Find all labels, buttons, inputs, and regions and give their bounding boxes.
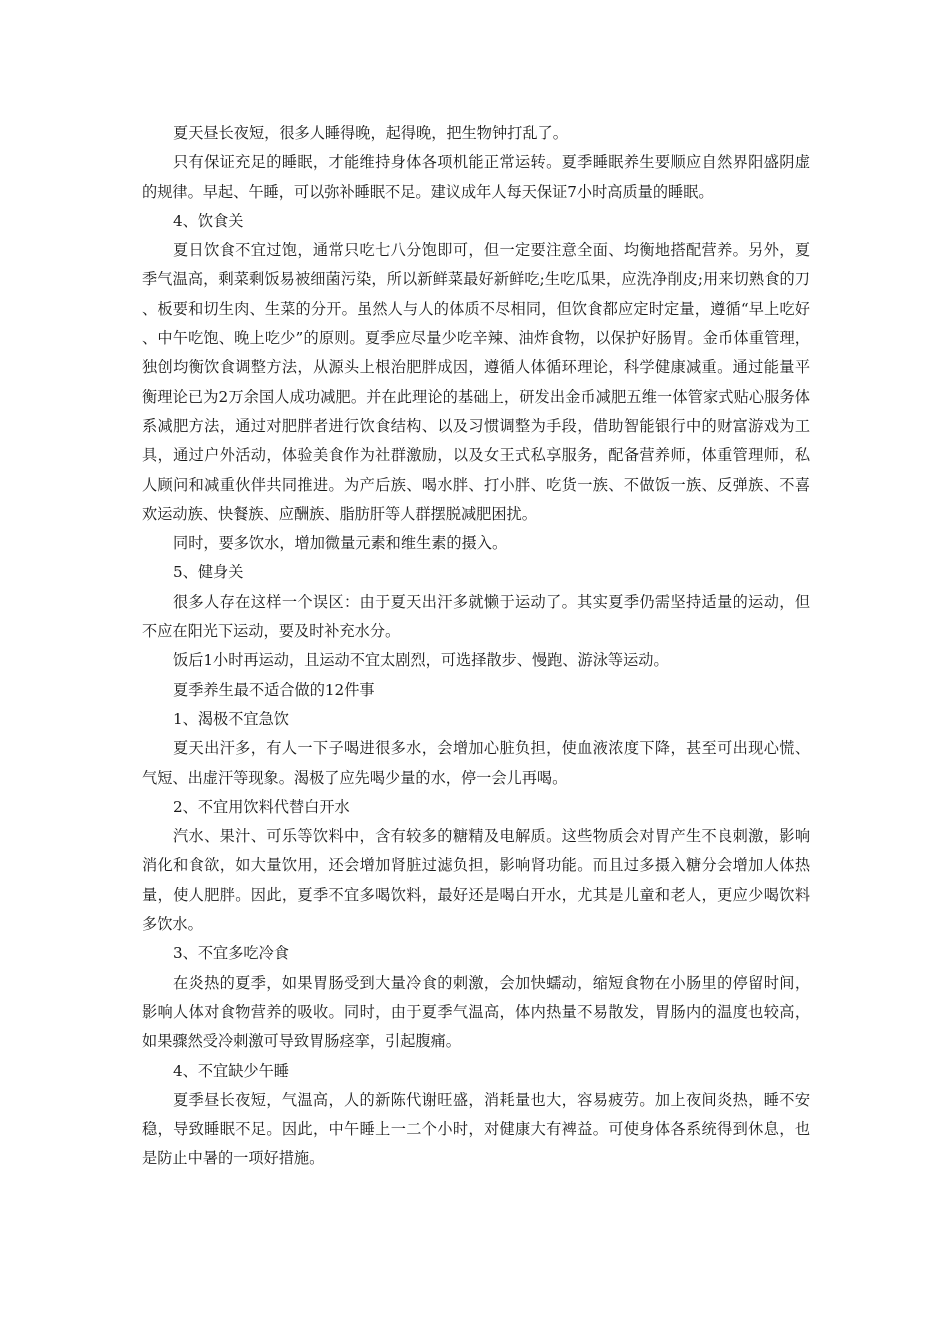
heading-thirst: 1、渴极不宜急饮 — [173, 709, 289, 728]
paragraph-drinks: 汽水、果汁、可乐等饮料中，含有较多的糖精及电解质。这些物质会对胃产生不良刺激，影响消化和食欲，如大量饮用，还会增加肾脏过滤负担，影响肾功能。而且过多摄入糖分会增加人体热量，使人肥胖。因此，夏季不宜多喝饮料，最好还是喝白开水，尤其是儿童和老人，更应少喝饮料多饮水。 — [142, 827, 810, 934]
paragraph-diet: 夏日饮食不宜过饱，通常只吃七八分饱即可，但一定要注意全面、均衡地搭配营养。另外，夏季气温高，剩菜剩饭易被细菌污染，所以新鲜菜最好新鲜吃;生吃瓜果，应洗净削皮;用来切熟食的刀、板要和切生肉、生菜的分开。虽然人与人的体质不尽相同，但饮食都应定时定量，遵循“早上吃好、中午吃饱、晚上吃少”的原则。夏季应尽量少吃辛辣、油炸食物，以保护好肠胃。金币体重管理，独创均衡饮食调整方法，从源头上根治肥胖成因，遵循人体循环理论，科学健康减重。通过能量平衡理论已为2万余国人成功减肥。并在此理论的基础上，研发出金币减肥五维一体管家式贴心服务体系减肥方法，通过对肥胖者进行饮食结构、以及习惯调整为手段，借助智能银行中的财富游戏为工具，通过户外活动，体验美食作为社群激励，以及女王式私享服务，配备营养师，体重管理师，私人顾问和减重伙伴共同推进。为产后族、喝水胖、打小胖、吃货一族、不做饭一族、反弹族、不喜欢运动族、快餐族、应酬族、脂肪肝等人群摆脱减肥困扰。 — [142, 241, 810, 523]
heading-fitness: 5、健身关 — [173, 563, 244, 582]
heading-twelve-things: 夏季养生最不适合做的12件事 — [173, 680, 375, 699]
heading-diet: 4、饮食关 — [173, 211, 244, 230]
paragraph-fitness-after-meal: 饭后1小时再运动，且运动不宜太剧烈，可选择散步、慢跑、游泳等运动。 — [173, 651, 669, 670]
heading-drinks: 2、不宜用饮料代替白开水 — [173, 797, 350, 816]
heading-cold-food: 3、不宜多吃冷食 — [173, 944, 289, 963]
paragraph-nap: 夏季昼长夜短，气温高，人的新陈代谢旺盛，消耗量也大，容易疲劳。加上夜间炎热，睡不安稳，导致睡眠不足。因此，中午睡上一二个小时，对健康大有裨益。可使身体各系统得到休息，也是防止中暑的一项好措施。 — [142, 1090, 810, 1168]
heading-nap: 4、不宜缺少午睡 — [173, 1061, 289, 1080]
paragraph-sleep-advice: 只有保证充足的睡眠，才能维持身体各项机能正常运转。夏季睡眠养生要顺应自然界阳盛阴虚的规律。早起、午睡，可以弥补睡眠不足。建议成年人每天保证7小时高质量的睡眠。 — [142, 153, 810, 201]
document-page — [142, 119, 810, 1174]
paragraph-fitness-misconception: 很多人存在这样一个误区：由于夏天出汗多就懒于运动了。其实夏季仍需坚持适量的运动，但不应在阳光下运动，要及时补充水分。 — [142, 592, 810, 641]
paragraph-water: 同时，要多饮水，增加微量元素和维生素的摄入。 — [173, 534, 508, 553]
paragraph-cold-food: 在炎热的夏季，如果胃肠受到大量冷食的刺激，会加快蠕动，缩短食物在小肠里的停留时间，影响人体对食物营养的吸收。同时，由于夏季气温高，体内热量不易散发，胃肠内的温度也较高，如果骤然受冷刺激可导致胃肠痉挛，引起腹痛。 — [142, 973, 810, 1051]
paragraph-sleep-intro: 夏天昼长夜短，很多人睡得晚，起得晚，把生物钟打乱了。 — [173, 124, 568, 142]
paragraph-thirst: 夏天出汗多，有人一下子喝进很多水，会增加心脏负担，使血液浓度下降，甚至可出现心慌、气短、出虚汗等现象。渴极了应先喝少量的水，停一会儿再喝。 — [142, 739, 810, 787]
